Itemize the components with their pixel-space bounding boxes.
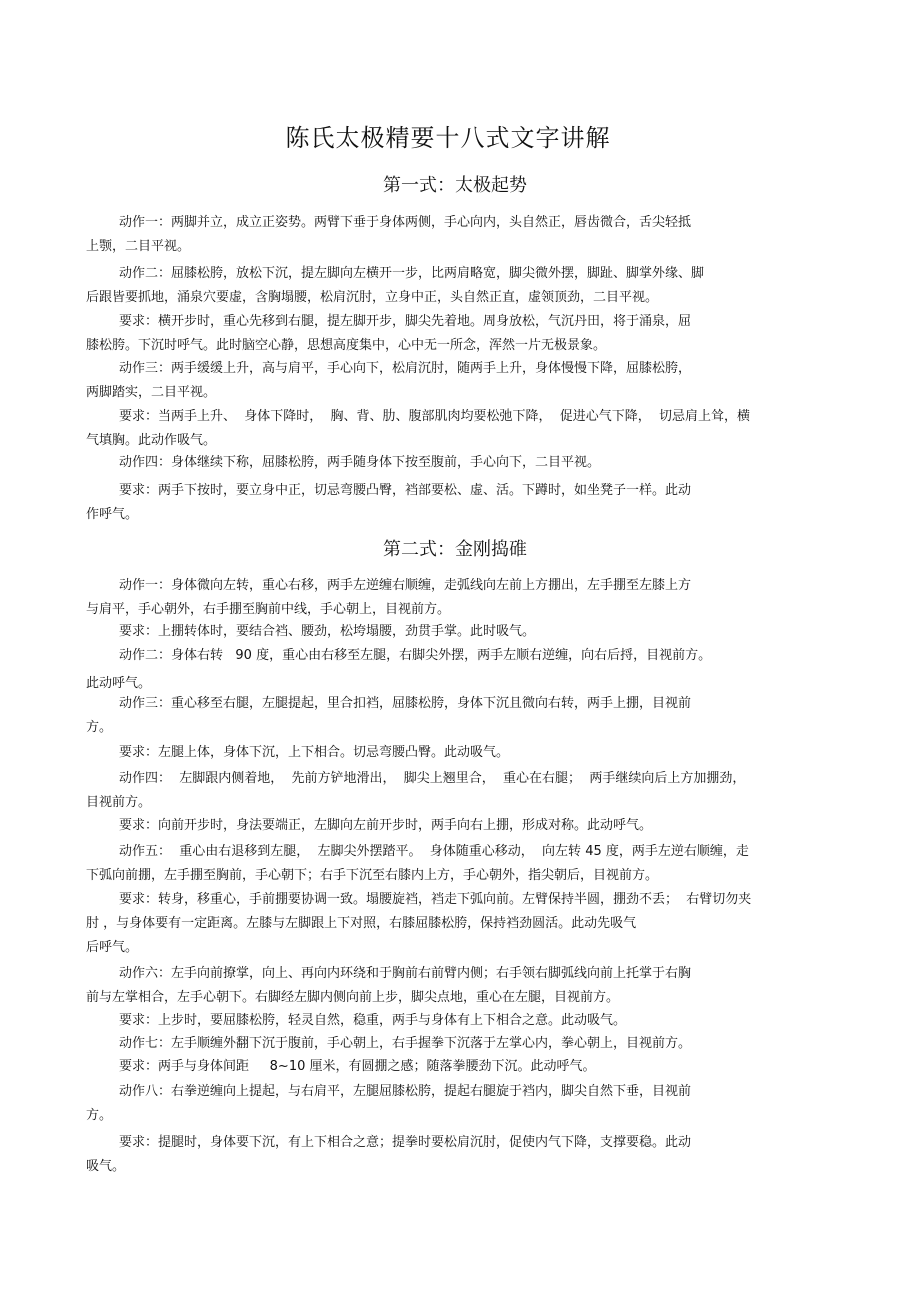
paragraph-line: 要求：上掤转体时，要结合裆、腰劲，松垮塌腰，劲贯手掌。此时吸气。 xyxy=(119,624,536,639)
paragraph-line: 吸气。 xyxy=(86,1159,126,1174)
paragraph xyxy=(86,1080,826,1128)
paragraph-line: 动作二：身体右转 90 度，重心由右移至左腿，右脚尖外摆，两手左顺右逆缠，向右后捋，目视前方。 xyxy=(119,648,712,663)
paragraph-line: 膝松胯。下沉时呼气。此时脑空心静，思想高度集中，心中无一所念，浑然一片无极景象。 xyxy=(86,338,607,353)
paragraph-line: 与肩平，手心朝外，右手掤至胸前中线，手心朝上，目视前方。 xyxy=(86,602,451,617)
paragraph-line: 动作八：右拳逆缠向上提起，与右肩平，左腿屈膝松胯，提起右腿旋于裆内，脚尖自然下垂，目视前 xyxy=(119,1084,692,1099)
paragraph-line: 要求：转身，移重心，手前掤要协调一致。塌腰旋裆，裆走下弧向前。左臂保持半圆，掤劲不丢； 右臂切勿夹 xyxy=(119,892,752,907)
paragraph xyxy=(86,1009,826,1033)
paragraph-line: 动作四： 左脚跟内侧着地， 先前方铲地滑出， 脚尖上翘里合， 重心在右腿； 两手继续向后上方加掤劲， xyxy=(119,771,746,786)
paragraph xyxy=(86,814,826,838)
paragraph xyxy=(86,767,826,815)
paragraph-line: 动作三：重心移至右腿，左腿提起，里合扣裆，屈膝松胯，身体下沉且微向右转，两手上掤，目视前 xyxy=(119,696,692,711)
paragraph xyxy=(86,840,826,888)
paragraph-line: 此动呼气。 xyxy=(86,676,152,691)
paragraph xyxy=(86,405,826,453)
paragraph-line: 动作六：左手向前撩掌，向上、再向内环绕和于胸前右前臂内侧；右手领右脚弧线向前上托掌于右胸 xyxy=(119,966,692,981)
paragraph xyxy=(86,211,826,259)
paragraph xyxy=(86,1032,826,1056)
paragraph-line: 动作三：两手缓缓上升，高与肩平，手心向下，松肩沉肘，随两手上升，身体慢慢下降，屈膝松胯， xyxy=(119,361,692,376)
paragraph xyxy=(86,479,826,527)
paragraph-line: 要求：左腿上体，身体下沉，上下相合。切忌弯腰凸臀。此动吸气。 xyxy=(119,745,510,760)
paragraph xyxy=(86,741,826,765)
paragraph-line: 动作一：两脚并立，成立正姿势。两臂下垂于身体两侧，手心向内，头自然正，唇齿微合，舌尖轻抵 xyxy=(119,215,692,230)
section-title: 第二式：金刚捣碓 xyxy=(383,539,527,560)
paragraph xyxy=(86,310,826,358)
paragraph-line: 方。 xyxy=(86,720,113,735)
paragraph xyxy=(86,262,826,310)
paragraph-line: 动作七：左手顺缠外翻下沉于腹前，手心朝上，右手握拳下沉落于左掌心内，拳心朝上，目视前方。 xyxy=(119,1036,692,1051)
paragraph-line: 后跟皆要抓地，涌泉穴要虚，含胸塌腰，松肩沉肘，立身中正，头自然正直，虚领顶劲，二目平视。 xyxy=(86,290,659,305)
paragraph-line: 要求：提腿时，身体要下沉，有上下相合之意；提拳时要松肩沉肘，促使内气下降，支撑要稳。此动 xyxy=(119,1135,692,1150)
paragraph-line: 要求：横开步时，重心先移到右腿，提左脚开步，脚尖先着地。周身放松，气沉丹田，将于涌泉，屈 xyxy=(119,314,692,329)
paragraph-line: 要求：向前开步时，身法要端正，左脚向左前开步时，两手向右上掤，形成对称。此动呼气。 xyxy=(119,818,653,833)
paragraph-line: 目视前方。 xyxy=(86,795,152,810)
paragraph-line: 下弧向前掤，左手掤至胸前，手心朝下；右手下沉至右膝内上方，手心朝外，指尖朝后，目视前方。 xyxy=(86,868,659,883)
paragraph-line: 作呼气。 xyxy=(86,507,139,522)
paragraph-line: 要求：上步时，要屈膝松胯，轻灵自然，稳重，两手与身体有上下相合之意。此动吸气。 xyxy=(119,1013,627,1028)
paragraph-line: 要求：两手下按时，要立身中正，切忌弯腰凸臀，裆部要松、虚、活。下蹲时，如坐凳子一样。此动 xyxy=(119,483,692,498)
paragraph-line: 方。 xyxy=(86,1108,113,1123)
paragraph xyxy=(86,451,826,475)
paragraph-line: 后呼气。 xyxy=(86,940,139,955)
paragraph xyxy=(86,888,826,960)
paragraph-line: 两脚踏实，二目平视。 xyxy=(86,385,217,400)
paragraph-line: 动作四：身体继续下称，屈膝松胯，两手随身体下按至腹前，手心向下，二目平视。 xyxy=(119,455,601,470)
paragraph xyxy=(86,644,826,696)
paragraph-line: 动作五： 重心由右退移到左腿， 左脚尖外摆踏平。 身体随重心移动， 向左转 45 度，两手左逆右顺缠，走 xyxy=(119,844,749,859)
paragraph xyxy=(86,1131,826,1179)
paragraph xyxy=(86,620,826,644)
paragraph xyxy=(86,357,826,405)
paragraph-line: 气填胸。此动作吸气。 xyxy=(86,433,217,448)
paragraph-line: 要求：当两手上升、 身体下降时， 胸、背、肋、腹部肌肉均要松弛下降， 促进心气下降， 切忌肩上耸，横 xyxy=(119,409,751,424)
paragraph xyxy=(86,692,826,740)
paragraph-line: 动作一：身体微向左转，重心右移，两手左逆缠右顺缠，走弧线向左前上方掤出，左手掤至左膝上方 xyxy=(119,578,692,593)
document-title: 陈氏太极精要十八式文字讲解 xyxy=(285,124,611,152)
paragraph-line: 上颚，二目平视。 xyxy=(86,239,191,254)
paragraph-line: 要求：两手与身体间距 8~10 厘米，有圆掤之感；随落拳腰劲下沉。此动呼气。 xyxy=(119,1059,596,1074)
paragraph-line: 肘 ，与身体要有一定距离。左膝与左脚跟上下对照，右膝屈膝松胯，保持裆劲圆活。此动先吸气 xyxy=(86,916,637,931)
paragraph xyxy=(86,574,826,622)
paragraph-line: 动作二：屈膝松胯，放松下沉，提左脚向左横开一步，比两肩略宽，脚尖微外摆，脚趾、脚掌外缘、脚 xyxy=(119,266,705,281)
paragraph xyxy=(86,1055,826,1079)
section-title: 第一式：太极起势 xyxy=(383,175,527,196)
paragraph xyxy=(86,962,826,1010)
paragraph-line: 前与左掌相合，左手心朝下。右脚经左脚内侧向前上步，脚尖点地，重心在左腿，目视前方。 xyxy=(86,990,620,1005)
